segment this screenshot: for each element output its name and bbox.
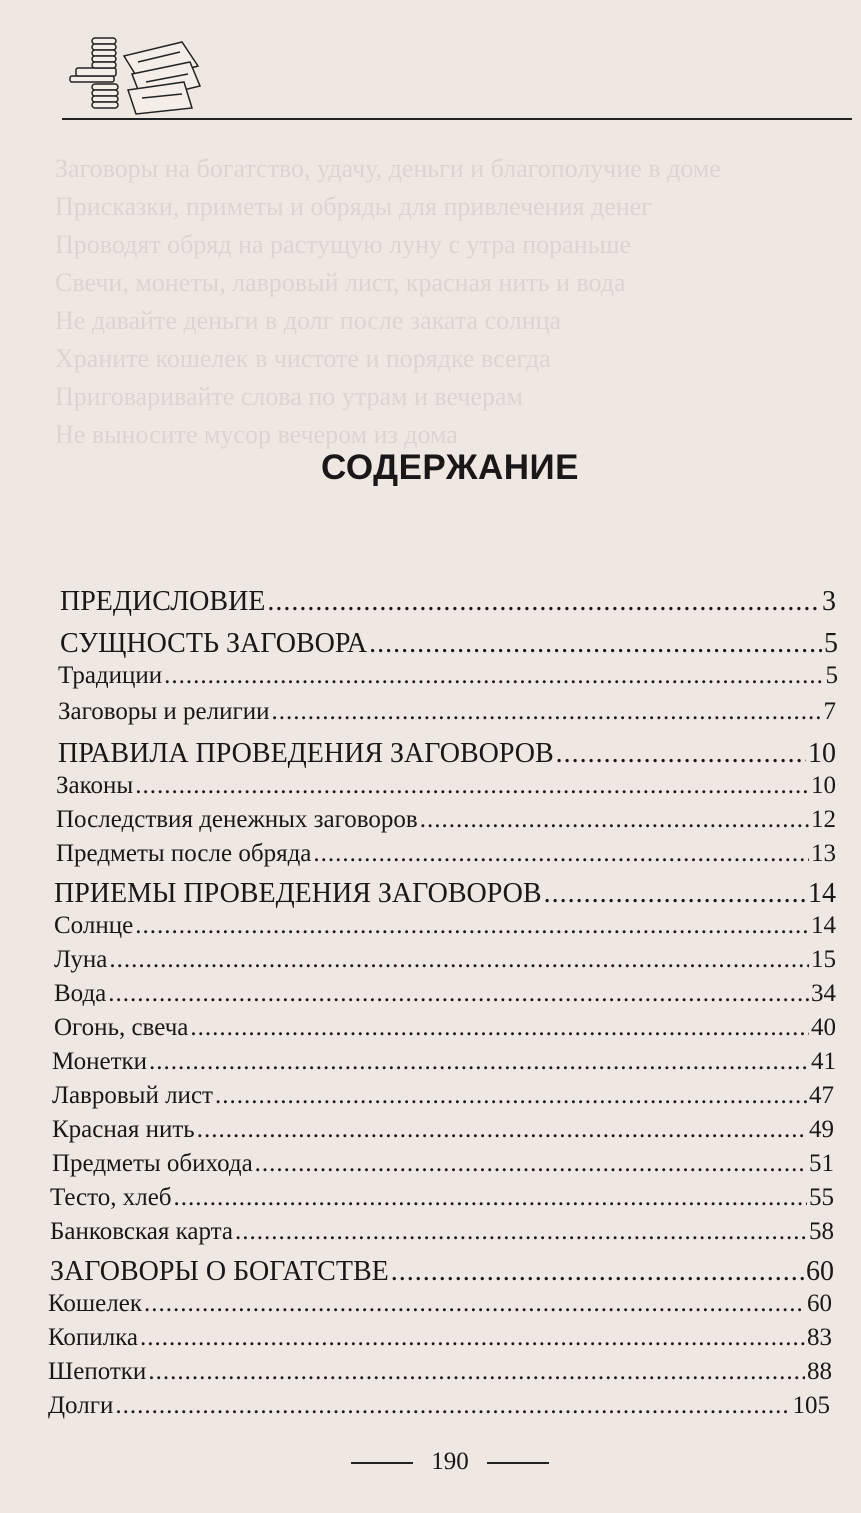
toc-leader-dots: [391, 1256, 804, 1288]
toc-leader-dots: [235, 1218, 807, 1246]
toc-leader-dots: [148, 1358, 805, 1386]
toc-entry[interactable]: [50, 1218, 834, 1246]
toc-entry-label: Солнце: [54, 912, 134, 939]
toc-entry-page: 7: [823, 698, 836, 725]
toc-leader-dots: [140, 1324, 805, 1352]
toc-entry-label: Долги: [48, 1392, 114, 1419]
toc-entry[interactable]: [48, 1324, 832, 1352]
toc-entry-label: Шепотки: [48, 1358, 147, 1385]
toc-entry-label: Заговоры и религии: [58, 698, 270, 725]
toc-leader-dots: [190, 1014, 809, 1042]
toc-entry[interactable]: [56, 806, 836, 834]
toc-entry-page: 47: [809, 1082, 834, 1109]
toc-entry[interactable]: [58, 662, 838, 690]
toc-entry[interactable]: [48, 1392, 830, 1420]
toc-entry[interactable]: [52, 1082, 834, 1110]
toc-entry[interactable]: [52, 1116, 834, 1144]
toc-entry-label: Предметы обихода: [52, 1150, 253, 1177]
toc-entry-label: ПРИЕМЫ ПРОВЕДЕНИЯ ЗАГОВОРОВ: [54, 878, 542, 909]
toc-leader-dots: [149, 1048, 809, 1076]
toc-leader-dots: [267, 586, 820, 618]
toc-entry[interactable]: [60, 628, 838, 660]
toc-entry-page: 34: [811, 980, 836, 1007]
toc-entry-page: 5: [824, 628, 838, 659]
toc-entry-page: 15: [811, 946, 836, 973]
toc-entry[interactable]: [54, 1014, 836, 1042]
toc-entry-label: Последствия денежных заговоров: [56, 806, 418, 833]
toc-entry-page: 5: [825, 662, 838, 689]
bleed-through-texture: Заговоры на богатство, удачу, деньги и благополучие в доме Присказки, приметы и обряды для привлечения денег Проводят обряд на растущую луну с утра пораньше Свечи, монеты, лавровый лист, красная нить и вода Не давайте деньги в долг после заката солнца Храните кошелек в чистоте и порядке всегда Приговаривайте слова по утрам и вечерам Не выносите мусор вечером из дома: [55, 154, 721, 449]
page-number: 190: [431, 1448, 469, 1475]
toc-leader-dots: [174, 1184, 807, 1212]
toc-entry-label: Вода: [54, 980, 107, 1007]
toc-entry-label: Копилка: [48, 1324, 139, 1351]
toc-leader-dots: [369, 628, 822, 660]
toc-entry-page: 14: [808, 878, 836, 909]
toc-entry-label: Тесто, хлеб: [50, 1184, 172, 1211]
toc-entry-page: 3: [822, 586, 836, 617]
page-footer: [0, 1448, 861, 1476]
toc-entry-label: Монетки: [52, 1048, 148, 1075]
toc-entry[interactable]: [50, 1256, 834, 1288]
toc-entry-page: 13: [811, 840, 836, 867]
toc-entry-page: 58: [809, 1218, 834, 1245]
toc-entry-page: 14: [811, 912, 836, 939]
toc-entry[interactable]: [60, 586, 836, 618]
toc-entry-label: ЗАГОВОРЫ О БОГАТСТВЕ: [50, 1256, 389, 1287]
toc-entry-page: 55: [809, 1184, 834, 1211]
toc-leader-dots: [556, 738, 806, 770]
toc-entry-page: 60: [807, 1290, 832, 1317]
toc-entry-page: 49: [809, 1116, 834, 1143]
toc-leader-dots: [115, 1392, 790, 1420]
toc-leader-dots: [109, 946, 809, 974]
toc-entry[interactable]: [58, 698, 836, 726]
toc-entry[interactable]: [48, 1290, 832, 1318]
toc-leader-dots: [272, 698, 822, 726]
toc-leader-dots: [544, 878, 806, 910]
toc-leader-dots: [197, 1116, 807, 1144]
toc-leader-dots: [135, 772, 809, 800]
toc-entry-label: Традиции: [58, 662, 163, 689]
toc-entry[interactable]: [48, 1358, 832, 1386]
toc-entry-page: 40: [811, 1014, 836, 1041]
toc-entry[interactable]: [56, 840, 836, 868]
toc-leader-dots: [255, 1150, 807, 1178]
footer-rule-left: [351, 1462, 413, 1464]
toc-leader-dots: [215, 1082, 807, 1110]
toc-entry-label: Лавровый лист: [52, 1082, 213, 1109]
toc-entry[interactable]: [52, 1048, 836, 1076]
toc-entry-page: 60: [806, 1256, 834, 1287]
toc-entry[interactable]: [54, 980, 836, 1008]
toc-entry[interactable]: [54, 878, 836, 910]
toc-entry[interactable]: [50, 1184, 834, 1212]
toc-leader-dots: [144, 1290, 805, 1318]
toc-entry-label: Кошелек: [48, 1290, 142, 1317]
toc-entry[interactable]: [52, 1150, 834, 1178]
page-title: СОДЕРЖАНИЕ: [320, 448, 579, 487]
toc-entry-page: 10: [808, 738, 836, 769]
toc-leader-dots: [313, 840, 809, 868]
toc-entry-page: 88: [807, 1358, 832, 1385]
toc-entry[interactable]: [56, 772, 836, 800]
toc-entry-label: ПРАВИЛА ПРОВЕДЕНИЯ ЗАГОВОРОВ: [58, 738, 554, 769]
toc-entry-page: 12: [811, 806, 836, 833]
toc-entry-page: 51: [809, 1150, 834, 1177]
toc-entry-label: Луна: [54, 946, 108, 973]
toc-leader-dots: [108, 980, 809, 1008]
toc-leader-dots: [420, 806, 809, 834]
toc-leader-dots: [164, 662, 823, 690]
toc-entry[interactable]: [58, 738, 836, 770]
toc-entry-label: ПРЕДИСЛОВИЕ: [60, 586, 266, 617]
toc-entry-label: Красная нить: [52, 1116, 195, 1143]
toc-entry-label: Банковская карта: [50, 1218, 233, 1245]
toc-entry[interactable]: [54, 912, 836, 940]
toc-entry-label: Законы: [56, 772, 134, 799]
toc-entry-page: 10: [811, 772, 836, 799]
toc-leader-dots: [135, 912, 809, 940]
toc-entry-page: 105: [792, 1392, 830, 1419]
toc-entry-label: Предметы после обряда: [56, 840, 312, 867]
toc-entry-label: Огонь, свеча: [54, 1014, 189, 1041]
toc-entry-label: СУЩНОСТЬ ЗАГОВОРА: [60, 628, 368, 659]
toc-entry-page: 41: [811, 1048, 836, 1075]
footer-rule-right: [487, 1462, 549, 1464]
toc-entry-page: 83: [807, 1324, 832, 1351]
toc-entry[interactable]: [54, 946, 836, 974]
